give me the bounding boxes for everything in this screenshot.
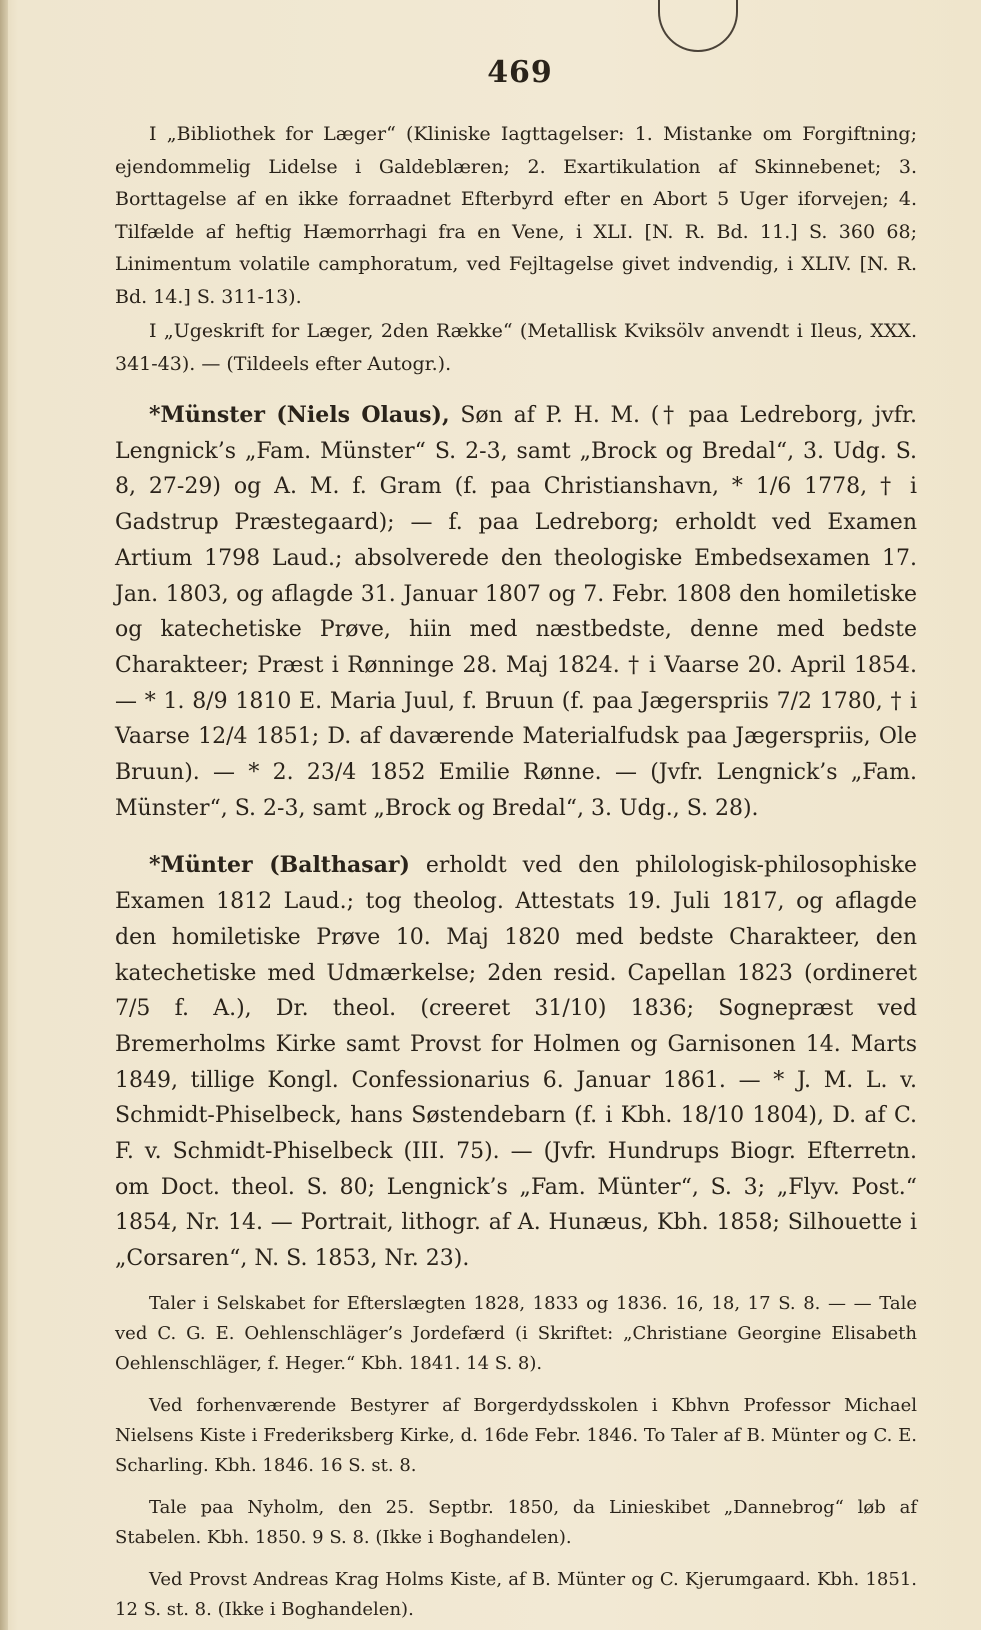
- paragraph-bibliothek: I „Bibliothek for Læger“ (Kliniske Iagttagelser: 1. Mistanke om Forgiftning; ejendommelig Lidelse i Galdeblæren; 2. Exartikulation af Skinnebenet; 3. Borttagelse af en ikke forraadnet Efterbyrd efter en Abort 5 Uger iforvejen; 4. Tilfælde af heftig Hæmorrhagi fra en Vene, i XLI. [N. R. Bd. 11.] S. 360 68; Linimentum volatile camphoratum, ved Fejltagelse givet indvendig, i XLIV. [N. R. Bd. 14.] S. 311-13).: [115, 123, 917, 308]
- thumb-index-mark: [658, 0, 738, 52]
- entry-munster: [115, 398, 917, 826]
- note-tale-nyholm: Tale paa Nyholm, den 25. Septbr. 1850, da Linieskibet „Dannebrog“ løb af Stabelen. Kbh. 1850. 9 S. 8. (Ikke i Boghandelen).: [115, 1496, 917, 1548]
- page-number: 469: [487, 55, 553, 90]
- entry-munter: [115, 848, 917, 1276]
- note-taler-selskabet: Taler i Selskabet for Efterslægten 1828, 1833 og 1836. 16, 18, 17 S. 8. — — Tale ved C. G. E. Oehlenschläger’s Jordefærd (i Skriftet: „Christiane Georgine Elisabeth Oehlenschläger, f. Heger.“ Kbh. 1841. 14 S. 8).: [115, 1292, 917, 1374]
- entry-munter-text: erholdt ved den philologisk-philosophiske Examen 1812 Laud.; tog theolog. Attestats 19. Juli 1817, og aflagde den homiletiske Prøve 10. Maj 1820 med bedste Charakteer, den katechetiske med Udmærkelse; 2den resid. Capellan 1823 (ordineret 7/5 f. A.), Dr. theol. (creeret 31/10) 1836; Sognepræst ved Bremerholms Kirke samt Provst for Holmen og Garnisonen 14. Marts 1849, tillige Kongl. Confessionarius 6. Januar 1861. — * J. M. L. v. Schmidt-Phiselbeck, hans Søstendebarn (f. i Kbh. 18/10 1804), D. af C. F. v. Schmidt-Phiselbeck (III. 75). — (Jvfr. Hundrups Biogr. Efterretn. om Doct. theol. S. 80; Lengnick’s „Fam. Münter“, S. 3; „Flyv. Post.“ 1854, Nr. 14. — Portrait, lithogr. af A. Hunæus, Kbh. 1858; Silhouette i „Corsaren“, N. S. 1853, Nr. 23).: [115, 853, 917, 1272]
- paragraph-ugeskrift: I „Ugeskrift for Læger, 2den Række“ (Metallisk Kviksölv anvendt i Ileus, XXX. 341-43). — (Tildeels efter Autogr.).: [115, 320, 917, 375]
- page-content: [115, 118, 917, 1625]
- note-holms-kiste: Ved Provst Andreas Krag Holms Kiste, af B. Münter og C. Kjerumgaard. Kbh. 1851. 12 S. st. 8. (Ikke i Boghandelen).: [115, 1568, 917, 1620]
- note-nielsens-kiste: Ved forhenværende Bestyrer af Borgerdydsskolen i Kbhvn Professor Michael Nielsens Kiste i Frederiksberg Kirke, d. 16de Febr. 1846. To Taler af B. Münter og C. E. Scharling. Kbh. 1846. 16 S. st. 8.: [115, 1394, 917, 1476]
- page-binding-edge: [0, 0, 8, 1630]
- entry-munster-name: *Münster (Niels Olaus),: [149, 402, 450, 428]
- entry-munster-text: Søn af P. H. M. († paa Ledreborg, jvfr. Lengnick’s „Fam. Münster“ S. 2-3, samt „Brock og Bredal“, 3. Udg. S. 8, 27-29) og A. M. f. Gram (f. paa Christianshavn, * 1/6 1778, † i Gadstrup Præstegaard); — f. paa Ledreborg; erholdt ved Examen Artium 1798 Laud.; absolverede den theologiske Embedsexamen 17. Jan. 1803, og aflagde 31. Januar 1807 og 7. Febr. 1808 den homiletiske og katechetiske Prøve, hiin med næstbedste, denne med bedste Charakteer; Præst i Rønninge 28. Maj 1824. † i Vaarse 20. April 1854. — * 1. 8/9 1810 E. Maria Juul, f. Bruun (f. paa Jægerspriis 7/2 1780, † i Vaarse 12/4 1851; D. af daværende Materialfudsk paa Jægerspriis, Ole Bruun). — * 2. 23/4 1852 Emilie Rønne. — (Jvfr. Lengnick’s „Fam. Münster“, S. 2-3, samt „Brock og Bredal“, 3. Udg., S. 28).: [115, 403, 917, 821]
- entry-munter-name: *Münter (Balthasar): [149, 852, 410, 879]
